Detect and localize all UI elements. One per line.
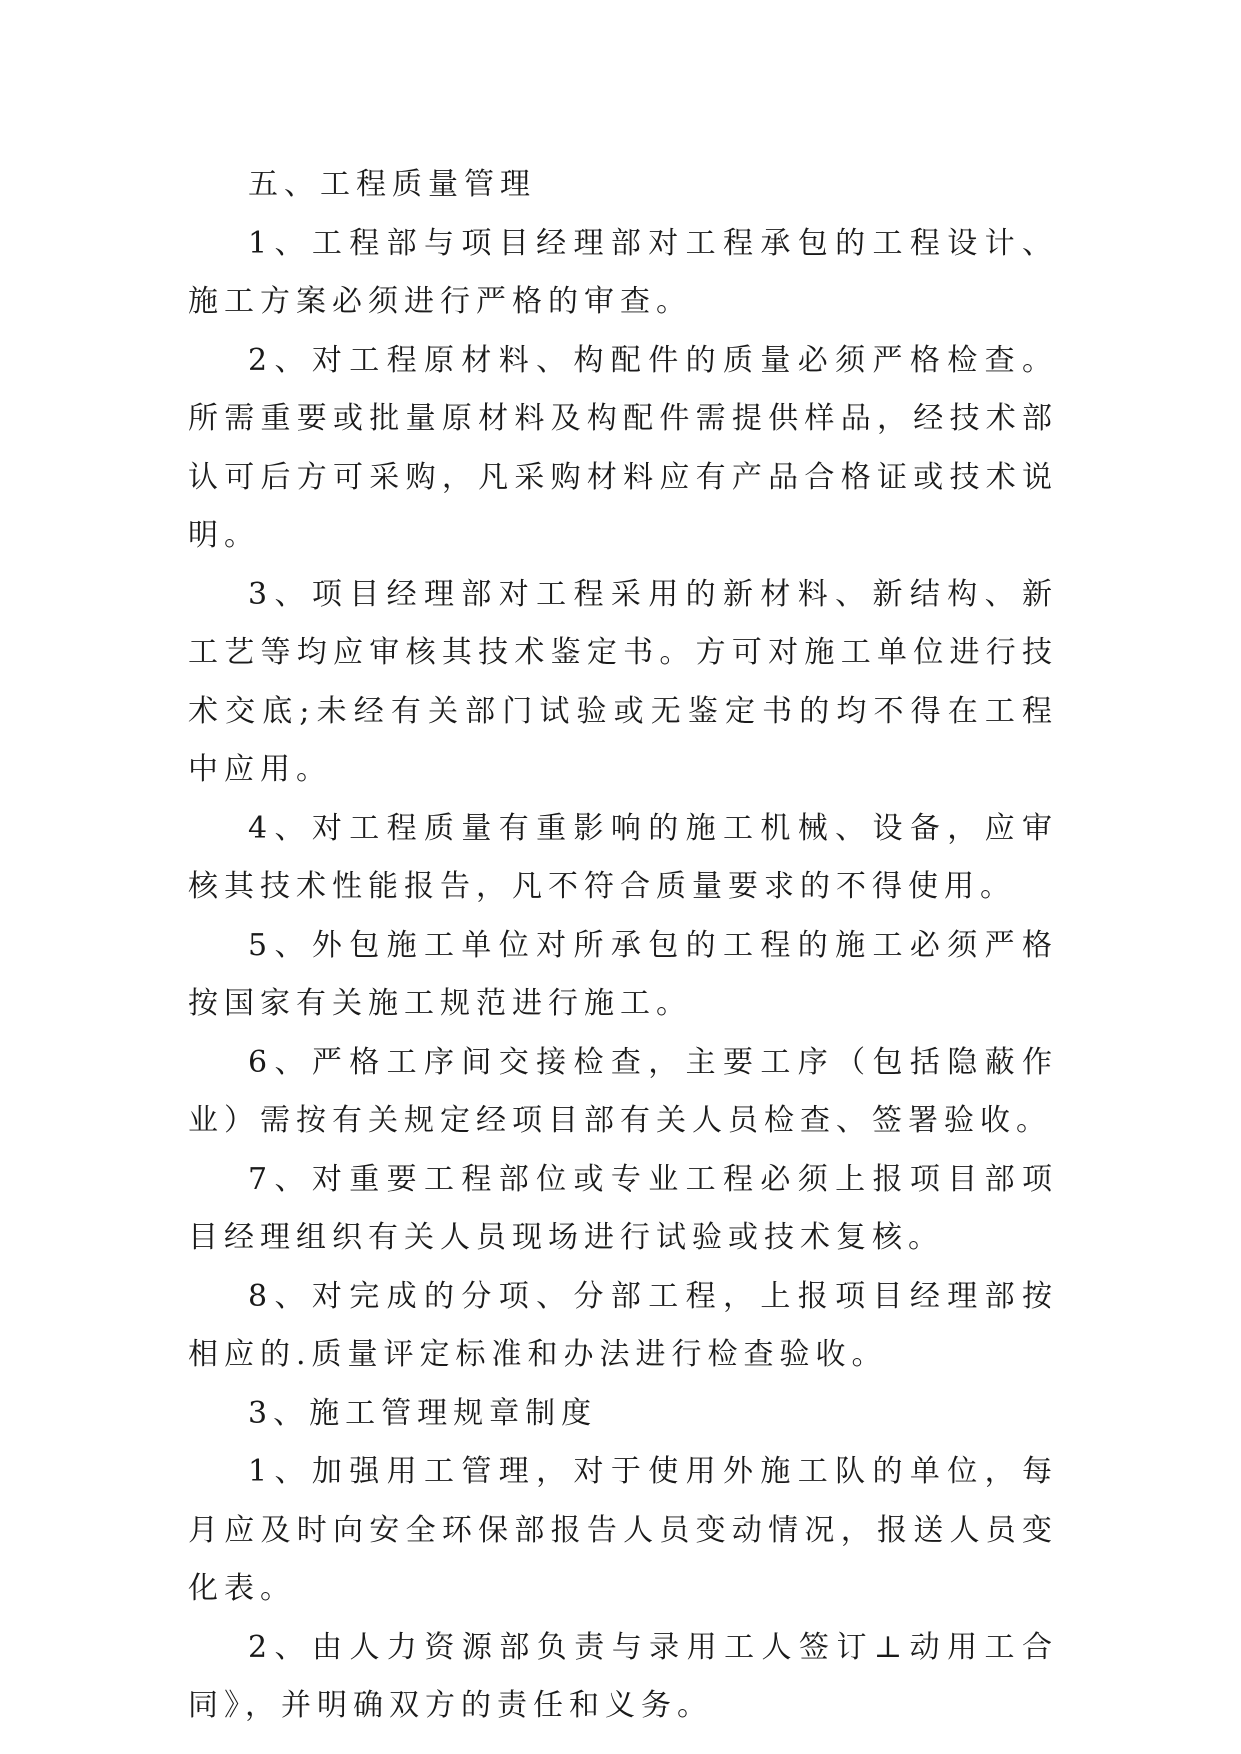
paragraph: 7、对重要工程部位或专业工程必须上报项目部项目经理组织有关人员现场进行试验或技术复核。 bbox=[188, 1161, 1058, 1255]
document-body bbox=[188, 156, 1058, 1736]
paragraph: 5、外包施工单位对所承包的工程的施工必须严格按国家有关施工规范进行施工。 bbox=[188, 927, 1058, 1021]
paragraph: 8、对完成的分项、分部工程，上报项目经理部按相应的.质量评定标准和办法进行检查验收。 bbox=[188, 1278, 1058, 1372]
paragraph: 1、加强用工管理，对于使用外施工队的单位，每月应及时向安全环保部报告人员变动情况，报送人员变化表。 bbox=[188, 1454, 1058, 1606]
paragraph: 1、工程部与项目经理部对工程承包的工程设计、施工方案必须进行严格的审查。 bbox=[188, 225, 1058, 319]
section-subheading: 3、施工管理规章制度 bbox=[248, 1395, 598, 1431]
paragraph: 2、由人力资源部负责与录用工人签订⊥动用工合同》，并明确双方的责任和义务。 bbox=[188, 1629, 1058, 1723]
paragraph: 4、对工程质量有重影响的施工机械、设备，应审核其技术性能报告，凡不符合质量要求的不得使用。 bbox=[188, 810, 1058, 904]
paragraph: 3、项目经理部对工程采用的新材料、新结构、新工艺等均应审核其技术鉴定书。方可对施工单位进行技术交底;未经有关部门试验或无鉴定书的均不得在工程中应用。 bbox=[188, 576, 1058, 787]
paragraph: 2、对工程原材料、构配件的质量必须严格检查。所需重要或批量原材料及构配件需提供样品，经技术部认可后方可采购，凡采购材料应有产品合格证或技术说明。 bbox=[188, 342, 1058, 553]
paragraph: 6、严格工序间交接检查，主要工序（包括隐蔽作业）需按有关规定经项目部有关人员检查、签署验收。 bbox=[188, 1044, 1058, 1138]
section-heading: 五、工程质量管理 bbox=[248, 167, 536, 202]
